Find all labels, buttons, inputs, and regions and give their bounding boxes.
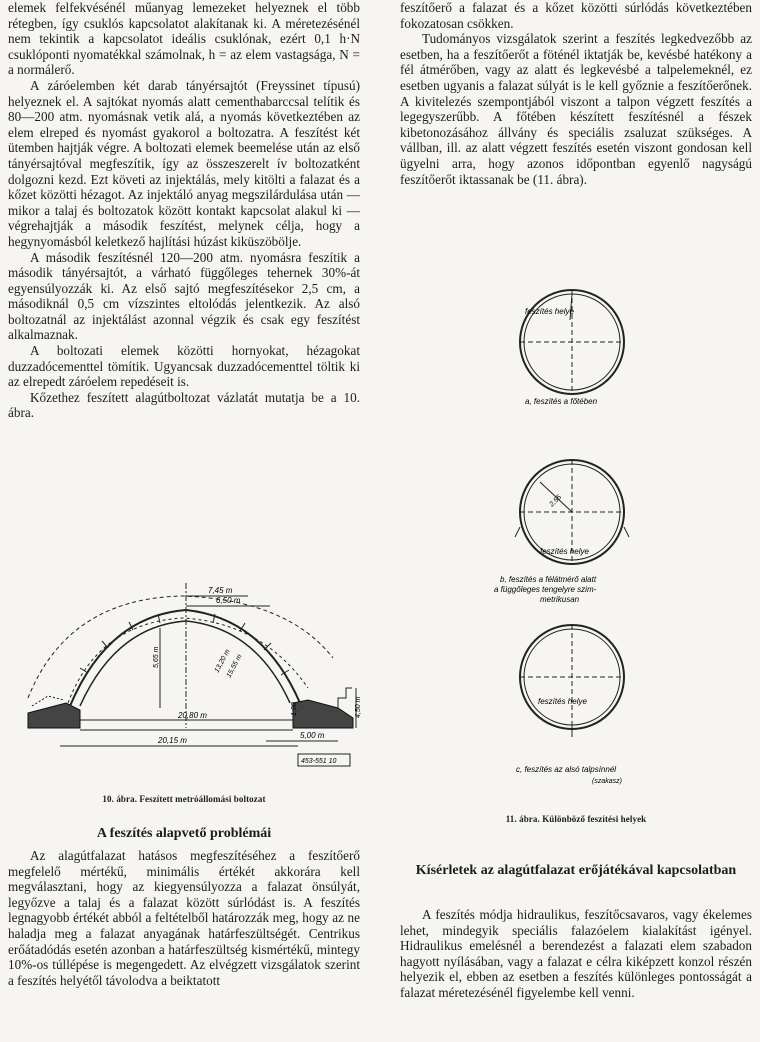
figure-10-arch-drawing <box>8 578 360 773</box>
dim-4-50: 4,50 m <box>355 696 362 718</box>
left-paragraph-4: A boltozati elemek közötti hornyokat, hézagokat duzzadócementtel tömítik. Ugyancsak duzzadócementtel töltik ki az elrepedt záróelem repedéseit is. <box>8 343 360 390</box>
dim-13-20: 13,20 m <box>213 648 232 674</box>
right-section-paragraph: A feszítés módja hidraulikus, feszítőcsavaros, vagy ékelemes lehet, mindegyik speciális falazóelem kialakítást igényel. Hidraulikus emelésnél a berendezést a falazati elem szabadon hagyott nyílásában, vagy a falazat e célra kiképzett konzol részén helyezik el, ebben az esetben a feszítés különleges pontosságát a falazat méretezésénél figyelembe kell venni. <box>400 907 752 1000</box>
fig11a-caption: a, feszítés a főtében <box>525 397 598 406</box>
fig11b-label: feszítés helye <box>540 547 589 556</box>
dim-7-45: 7,45 m <box>208 586 233 595</box>
right-section-heading: Kísérletek az alagútfalazat erőjátékával kapcsolatban <box>415 863 737 878</box>
dim-5-65: 5,65 m <box>153 646 160 668</box>
fig11c-caption-1: c, feszítés az alsó talpsínnél <box>516 765 617 774</box>
left-paragraph-2: A záróelemben két darab tányérsajtót (Freyssinet típusú) helyeznek el. A sajtókat nyomás alatt cementhabarccsal telítik és 80—200 atm. nyomásnak vetik alá, a nyomás következtében az elem elreped és nyomást gyakorol a boltozatra. A feszítést két ütemben hajtják végre. A boltozati elemek beemelése után az első tányérsajtóval megfeszítik, így az összeszerelt ív boltozatként dolgozni kezd. Ezt követi az injektálás, mely kitölti a falazat és a kőzet közötti hézagot. Az injektáló anyag megszilárdulása után — mikor a talaj és boltozatok között kontakt kapcsolat alakul ki — végrehajtják a második feszítést, melynek célja, hogy a hegynyomásból keletkező hajlítási húzást kiküszöbölje. <box>8 77 360 249</box>
fig11b-caption-3: metrikusan <box>540 595 580 604</box>
fig11c-caption-2: (szakasz) <box>592 778 622 785</box>
fig11b-caption-1: b, feszítés a félátmérő alatt <box>500 575 597 584</box>
dim-20-80: 20,80 m <box>178 711 207 720</box>
left-paragraph-3: A második feszítésnél 120—200 atm. nyomásra feszítik a második tányérsajtót, a várható függőleges tehernek 30%-át egyensúlyozzák ki. Az első sajtó megfeszítésekor 2,5 cm, a másodiknál 0,5 cm vízszintes eltolódás jelentkezik. Az alsó boltozatnál az injektálást azonnal végzik és csak egy feszítést alkalmaznak. <box>8 249 360 343</box>
left-section-paragraph: Az alagútfalazat hatásos megfeszítéséhez a feszítőerő megfelelő mértékű, minimális értékét akkorára kell megválasztani, hogy az kiegyensúlyozza a falazat önsúlyát, legyőzve a talaj és a falazat között súrlódást is. A feszítés legnagyobb értékét abból a feltételből határozzák meg, hogy az ne haladja meg a falazat anyagának határfeszültségét. Centrikus erőátadódás esetén azonban a határfeszültség kismértékű, mintegy 10%-os túllépése is megengedett. Az elvégzett vizsgálatok szerint a feszítés helyétől távolodva a beiktatott <box>8 848 360 988</box>
left-paragraph-1: elemek felfekvésénél műanyag lemezeket helyeznek el több rétegben, így csuklós kapcsolatot alakítanak ki. A méretezésénél nem tekintik a kapcsolatot ideális csuklónak, ezért 0,1 h·N csuklóponti nyomatékkal számolnak, h = az elem vastagsága, N = a normálerő. <box>8 0 360 78</box>
figure-10-code: 453-551 10 <box>301 758 337 765</box>
fig11a-label: feszítés helye <box>525 307 574 316</box>
figure-11-circles <box>480 292 680 802</box>
fig11b-caption-2: a függőleges tengelyre szim- <box>494 585 597 594</box>
dim-6-50: 6,50 m <box>216 596 241 605</box>
fig11b-dim: 2,55 <box>548 493 564 509</box>
right-paragraph-1: feszítőerő a falazat és a kőzet közötti súrlódás következtében fokozatosan csökken. <box>400 0 752 31</box>
dim-15-55: 15,55 m <box>225 653 244 679</box>
right-paragraph-2: Tudományos vizsgálatok szerint a feszítés legkedvezőbb az esetben, ha a feszítőerőt a föténél iktatják be, kevésbé hatékony a fél átmérőben, vagy az alatt és legkevésbé a talpelemeknél, ez esetben ugyanis a falazat súlyát is le kell győznie a feszítőerőnek. A kivitelezés szempontjából viszont a talpon végzett feszítés a legegyszerűbb. A főtében készített feszítésnél a fészek kibetonozásához állvány és speciális zsaluzat szükséges. A vállban, ill. az alatt végzett feszítés esetén viszont gondosan kell ügyelni arra, hogy azonos időpontban egyenlő nagyságú feszítőerőt iktassanak be (11. ábra). <box>400 31 752 187</box>
dim-1-00: 1,00 <box>291 702 298 716</box>
figure-10-caption: 10. ábra. Feszített metróállomási boltozat <box>102 794 266 804</box>
figure-11-caption: 11. ábra. Különböző feszítési helyek <box>505 814 647 824</box>
dim-20-15: 20,15 m <box>158 736 187 745</box>
dim-5-00: 5,00 m <box>300 731 325 740</box>
left-section-heading: A feszítés alapvető problémái <box>96 826 272 841</box>
left-paragraph-5: Kőzethez feszített alagútboltozat vázlatát mutatja be a 10. ábra. <box>8 389 360 421</box>
fig11c-label: feszítés helye <box>538 697 587 706</box>
